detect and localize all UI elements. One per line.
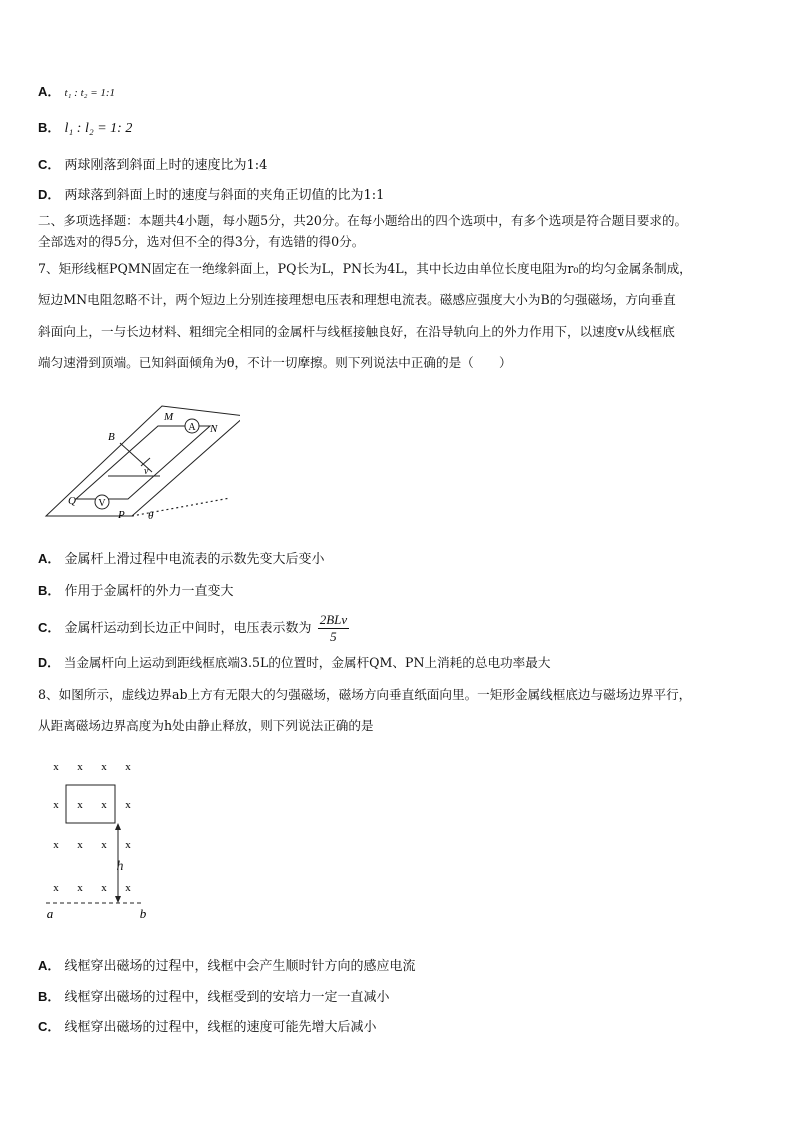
cross-mark: x: [53, 882, 59, 894]
option-label: B．: [38, 120, 61, 135]
arrowhead-down: [115, 896, 121, 903]
q6-option-c: [38, 157, 267, 174]
q7-option-d: [38, 655, 550, 671]
q8-option-c: [38, 1019, 377, 1036]
option-text: 线框穿出磁场的过程中，线框受到的安培力一定一直减小: [64, 990, 390, 1005]
option-math: l₁ : l₂ = 1: 2: [64, 121, 133, 136]
label-b: B: [108, 431, 115, 443]
cross-mark: x: [101, 882, 107, 894]
option-label: C．: [38, 1019, 61, 1034]
q8-option-a: [38, 958, 416, 975]
cross-mark: x: [77, 761, 83, 773]
option-label: B．: [38, 583, 61, 598]
label-q: Q: [68, 495, 76, 507]
cross-mark: x: [77, 882, 83, 894]
fraction-denominator: 5: [330, 629, 337, 644]
cross-mark: x: [125, 761, 131, 773]
cross-mark: x: [101, 799, 107, 811]
label-v: v: [144, 466, 149, 477]
q7-figure-inclined-frame: [40, 398, 240, 528]
section-heading-line2: 全部选对的得5分，选对但不全的得3分，有选错的得0分。: [38, 234, 365, 249]
label-theta: θ: [148, 510, 154, 522]
q6-option-d: [38, 187, 384, 204]
option-text: 金属杆运动到长边正中间时，电压表示数为: [64, 621, 312, 636]
option-text: 金属杆上滑过程中电流表的示数先变大后变小: [64, 552, 325, 567]
cross-mark: x: [53, 799, 59, 811]
fraction-numerator: 2BLv: [319, 612, 348, 627]
q7-stem-line-4: 端匀速滑到顶端。已知斜面倾角为θ，不计一切摩擦。则下列说法中正确的是（ ）: [38, 355, 512, 370]
option-text: 线框穿出磁场的过程中，线框中会产生顺时针方向的感应电流: [64, 959, 416, 974]
option-text: 两球落到斜面上时的速度与斜面的夹角正切值的比为1:1: [64, 188, 385, 203]
rectangular-frame: [76, 426, 210, 499]
label-m: M: [164, 411, 174, 423]
metal-loop: [66, 785, 115, 823]
cross-mark: x: [53, 761, 59, 773]
label-n: N: [210, 423, 218, 435]
option-label: C．: [38, 620, 61, 635]
option-text: 线框穿出磁场的过程中，线框的速度可能先增大后减小: [64, 1020, 377, 1035]
q7-option-a: [38, 551, 325, 568]
ammeter-letter: A: [188, 422, 196, 433]
option-text: 两球刚落到斜面上时的速度比为1:4: [64, 158, 268, 173]
q8-option-b: [38, 989, 390, 1006]
q7-stem-line-3: 斜面向上，一与长边材料、粗细完全相同的金属杆与线框接触良好，在沿导轨向上的外力作用下，以速度v从线框底: [38, 324, 675, 339]
voltmeter-letter: V: [98, 498, 106, 509]
q6-option-b: [38, 120, 132, 137]
option-text: 作用于金属杆的外力一直变大: [64, 584, 234, 599]
q8-figure-magnetic-field: [40, 752, 160, 924]
cross-mark: x: [101, 761, 107, 773]
label-h: h: [116, 859, 124, 874]
option-label: B．: [38, 989, 61, 1004]
q8-stem-line-2: 从距离磁场边界高度为h处由静止释放，则下列说法正确的是: [38, 718, 374, 733]
cross-mark: x: [77, 799, 83, 811]
option-label: D．: [38, 187, 61, 202]
cross-mark: x: [125, 799, 131, 811]
q7-option-c: [38, 610, 349, 647]
section-heading-line1: 二、多项选择题：本题共4小题，每小题5分，共20分。在每小题给出的四个选项中，有多个选项是符合题目要求的。: [38, 213, 688, 228]
q7-option-b: [38, 583, 234, 600]
cross-mark: x: [77, 839, 83, 851]
q7-stem-line-1: 7、矩形线框PQMN固定在一绝缘斜面上，PQ长为L，PN长为4L，其中长边由单位长度电阻为r₀的均匀金属条制成，: [38, 261, 692, 276]
option-math: t₁ : t₂ = 1:1: [64, 87, 116, 99]
velocity-arrow: [141, 458, 150, 466]
arrowhead-up: [115, 823, 121, 830]
option-label: A．: [38, 958, 61, 973]
q6-option-a: [38, 84, 115, 101]
cross-mark: x: [101, 839, 107, 851]
option-label: A．: [38, 551, 61, 566]
fraction-2blv-over-5: [318, 612, 349, 645]
cross-mark: x: [125, 839, 131, 851]
q7-stem-line-2: 短边MN电阻忽略不计，两个短边上分别连接理想电压表和理想电流表。磁感应强度大小为B的匀强磁场，方向垂直: [38, 292, 676, 307]
label-p: P: [118, 509, 125, 521]
q8-stem-line-1: 8、如图所示，虚线边界ab上方有无限大的匀强磁场，磁场方向垂直纸面向里。一矩形金属线框底边与磁场边界平行，: [38, 687, 692, 702]
cross-mark: x: [53, 839, 59, 851]
base-dotted-line: [132, 498, 230, 516]
option-label: A．: [38, 84, 61, 99]
option-label: C．: [38, 157, 61, 172]
option-label: D．: [38, 656, 60, 670]
cross-mark: x: [125, 882, 131, 894]
label-b: b: [139, 906, 147, 921]
option-text: 当金属杆向上运动到距线框底端3.5L的位置时，金属杆QM、PN上消耗的总电功率最大: [63, 655, 551, 670]
label-a: a: [46, 906, 54, 921]
